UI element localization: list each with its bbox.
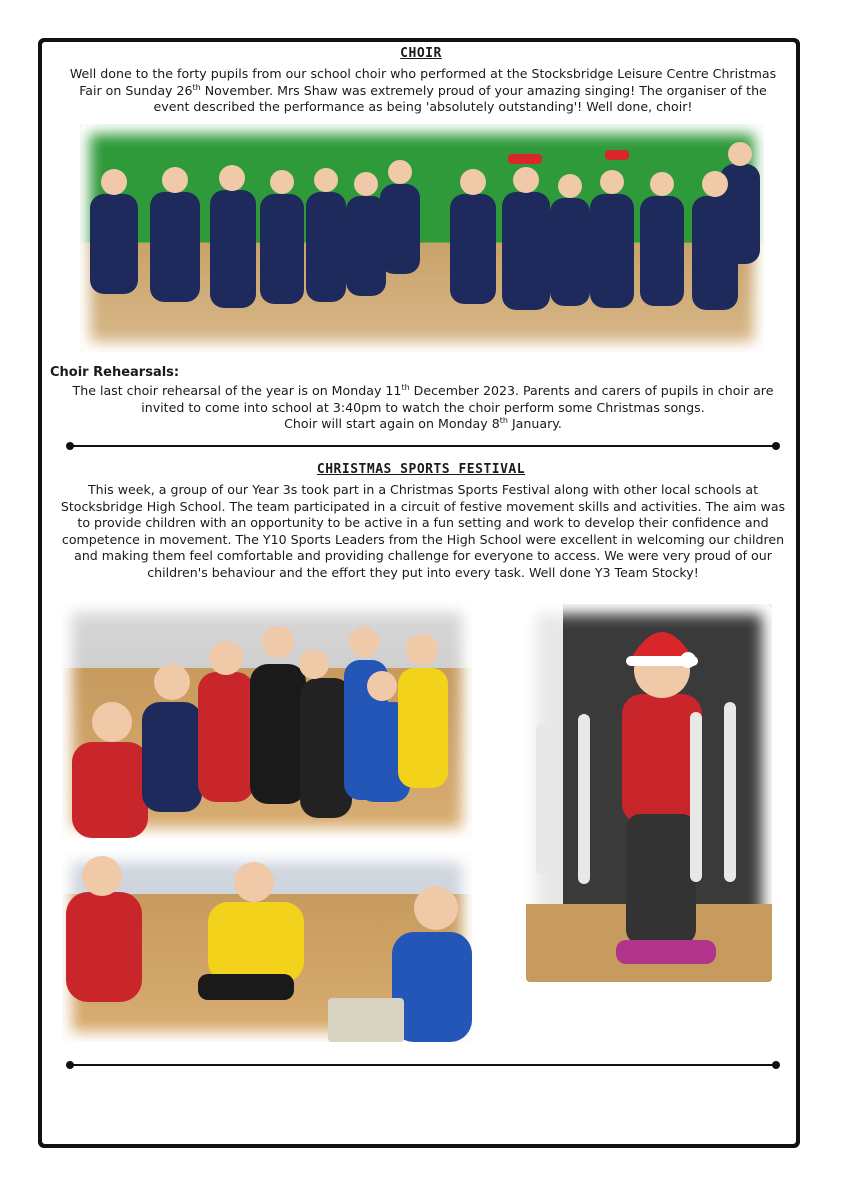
rehearsals-line-3-a: Choir will start again on Monday 8 <box>284 416 500 431</box>
sports-heading: CHRISTMAS SPORTS FESTIVAL <box>316 462 526 477</box>
rehearsals-line-3-sup: th <box>499 415 508 425</box>
sports-line-4: competence in movement. The Y10 Sports Leaders from the High School were excellent in welcoming our children <box>61 531 785 547</box>
rehearsals-line-2: invited to come into school at 3:40pm to watch the choir perform some Christmas songs. <box>141 399 705 415</box>
rehearsals-line-1-b: December 2023. Parents and carers of pupils in choir are <box>409 383 774 398</box>
rehearsals-line-1-a: The last choir rehearsal of the year is on Monday 11 <box>72 383 402 398</box>
sports-line-3: to provide children with an opportunity to be active in a fun setting and work to develop their confidence and <box>77 515 769 530</box>
section-divider-1 <box>70 445 776 447</box>
sports-paragraph <box>46 482 800 581</box>
divider-dot-left <box>66 1061 74 1069</box>
choir-heading: CHOIR <box>400 46 442 61</box>
sports-santa-photo <box>526 604 772 982</box>
choir-line-2-sup: th <box>192 82 201 92</box>
choir-line-3: event described the performance as being 'absolutely outstanding'! Well done, choir! <box>153 99 693 114</box>
rehearsals-heading: Choir Rehearsals: <box>50 365 180 380</box>
divider-dot-right <box>772 1061 780 1069</box>
choir-line-2-a: Fair on Sunday 26 <box>79 82 193 98</box>
sports-santa-illustration <box>526 604 772 982</box>
sports-line-1: This week, a group of our Year 3s took part in a Christmas Sports Festival along with other local schools at <box>87 482 759 497</box>
section-divider-2 <box>70 1064 776 1066</box>
choir-photo <box>80 124 764 352</box>
choir-line-1: Well done to the forty pupils from our school choir who performed at the Stocksbridge Leisure Centre Christmas <box>69 66 777 81</box>
sports-line-5: and making them feel comfortable and providing challenge for everyone to access. We were very proud of our <box>74 548 772 563</box>
divider-dot-right <box>772 442 780 450</box>
rehearsals-line-3-b: January. <box>507 416 562 431</box>
choir-photo-illustration <box>80 124 764 352</box>
choir-line-2-b: November. Mrs Shaw was extremely proud of your amazing singing! The organiser of the <box>200 82 767 98</box>
rehearsals-line-1 <box>50 383 796 400</box>
rehearsals-paragraph <box>50 383 796 433</box>
sports-group-illustration <box>62 602 472 838</box>
divider-dot-left <box>66 442 74 450</box>
choir-paragraph <box>50 66 796 116</box>
rehearsals-line-1-sup: th <box>401 382 410 392</box>
sports-line-2: Stocksbridge High School. The team participated in a circuit of festive movement skills and activities. The aim was <box>60 498 786 514</box>
sports-kneeling-illustration <box>62 852 472 1042</box>
sports-kneeling-photo <box>62 852 472 1042</box>
choir-line-2 <box>50 83 796 100</box>
sports-group-photo <box>62 602 472 838</box>
rehearsals-line-3 <box>50 416 796 433</box>
sports-line-6: children's behaviour and the effort they put into every task. Well done Y3 Team Stocky! <box>147 564 699 580</box>
